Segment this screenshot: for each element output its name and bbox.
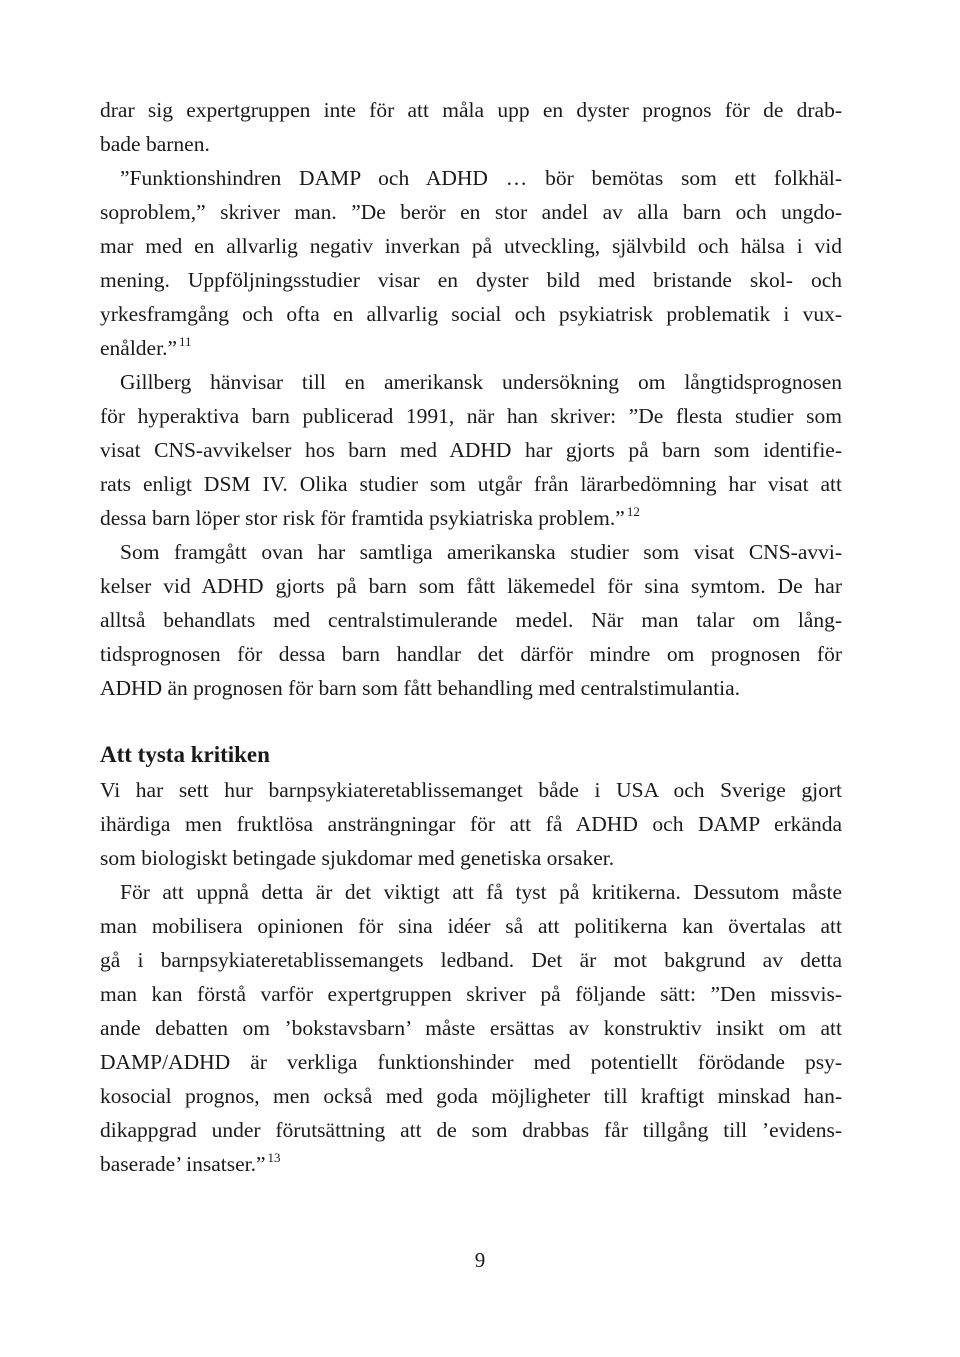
text-line: yrkesframgång och ofta en allvarlig social och psykiatrisk problematik i vux- xyxy=(100,302,842,326)
text-line: Gillberg hänvisar till en amerikansk undersökning om långtidsprognosen xyxy=(120,370,842,394)
text-line: som biologiskt betingade sjukdomar med genetiska orsaker. xyxy=(100,846,615,870)
page-number: 9 xyxy=(474,1248,486,1272)
text-line: ”Funktionshindren DAMP och ADHD … bör bemötas som ett folkhäl- xyxy=(120,166,842,190)
text-line-content: baserade’ insatser.” xyxy=(100,1152,266,1176)
text-line: tidsprognosen för dessa barn handlar det därför mindre om prognosen för xyxy=(100,642,842,666)
text-line: alltså behandlats med centralstimulerande medel. När man talar om lång- xyxy=(100,608,842,632)
footnote-marker: 13 xyxy=(267,1150,281,1165)
text-line-content: dessa barn löper stor risk för framtida psykiatriska problem.” xyxy=(100,506,625,530)
text-line: bade barnen. xyxy=(100,132,210,156)
text-line: gå i barnpsykiateretablissemangets ledband. Det är mot bakgrund av detta xyxy=(100,948,842,972)
text-line: DAMP/ADHD är verkliga funktionshinder med potentiellt förödande psy- xyxy=(100,1050,842,1074)
footnote-marker: 11 xyxy=(179,334,192,349)
text-line: kosocial prognos, men också med goda möjligheter till kraftigt minskad han- xyxy=(100,1084,842,1108)
text-line: För att uppnå detta är det viktigt att få tyst på kritikerna. Dessutom måste xyxy=(120,880,842,904)
text-line: dikappgrad under förutsättning att de som drabbas får tillgång till ’evidens- xyxy=(100,1118,842,1142)
text-line: kelser vid ADHD gjorts på barn som fått läkemedel för sina symtom. De har xyxy=(100,574,842,598)
text-line: ande debatten om ’bokstavsbarn’ måste ersättas av konstruktiv insikt om att xyxy=(100,1016,842,1040)
text-line: man mobilisera opinionen för sina idéer så att politikerna kan övertalas att xyxy=(100,914,842,938)
text-line: mar med en allvarlig negativ inverkan på utveckling, självbild och hälsa i vid xyxy=(100,234,842,258)
text-line: Som framgått ovan har samtliga amerikanska studier som visat CNS-avvi- xyxy=(120,540,842,564)
text-line: soproblem,” skriver man. ”De berör en stor andel av alla barn och ungdo- xyxy=(100,200,842,224)
footnote-marker: 12 xyxy=(626,504,640,519)
text-line: för hyperaktiva barn publicerad 1991, när han skriver: ”De flesta studier som xyxy=(100,404,842,428)
text-line: rats enligt DSM IV. Olika studier som utgår från lärarbedömning har visat att xyxy=(100,472,842,496)
body-text-section-2 xyxy=(100,773,842,1181)
text-line: ADHD än prognosen för barn som fått behandling med centralstimulantia. xyxy=(100,676,741,700)
text-line: drar sig expertgruppen inte för att måla upp en dyster prognos för de drab- xyxy=(100,98,842,122)
text-line: mening. Uppföljningsstudier visar en dyster bild med bristande skol- och xyxy=(100,268,842,292)
text-line xyxy=(100,331,842,365)
text-line xyxy=(100,501,842,535)
text-line-content: enålder.” xyxy=(100,336,177,360)
section-heading: Att tysta kritiken xyxy=(100,742,270,767)
text-line: Vi har sett hur barnpsykiateretablissemanget både i USA och Sverige gjort xyxy=(100,778,842,802)
text-line: ihärdiga men fruktlösa ansträngningar för att få ADHD och DAMP erkända xyxy=(100,812,842,836)
body-text-section-1 xyxy=(100,93,842,705)
text-line: man kan förstå varför expertgruppen skriver på följande sätt: ”Den missvis- xyxy=(100,982,842,1006)
text-line xyxy=(100,1147,842,1181)
text-line: visat CNS-avvikelser hos barn med ADHD har gjorts på barn som identifie- xyxy=(100,438,842,462)
